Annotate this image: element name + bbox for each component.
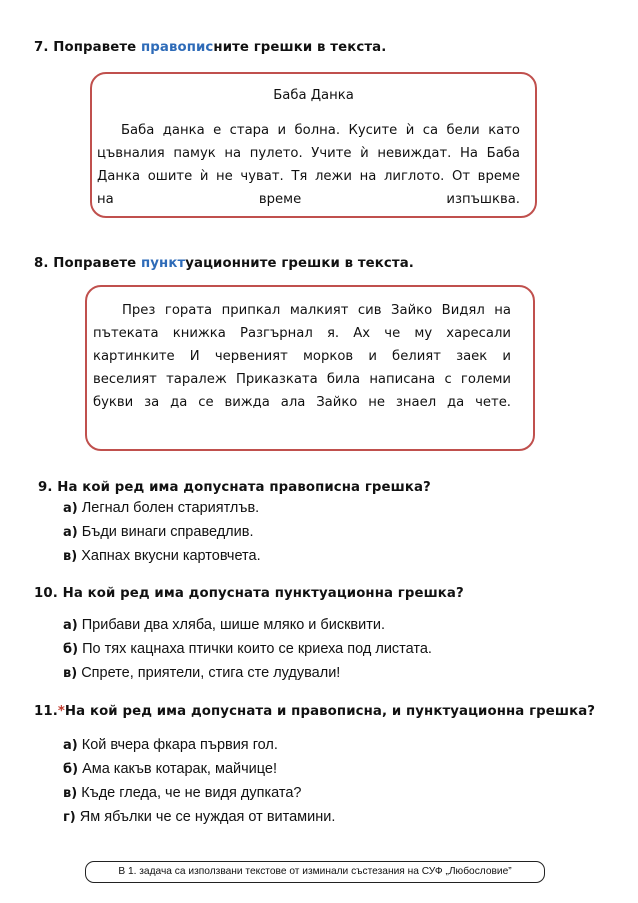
task-9-heading xyxy=(38,480,431,495)
answer-label: а) xyxy=(63,618,78,633)
answer-label: а) xyxy=(63,501,78,516)
task-number: 7. xyxy=(34,40,49,55)
answer-label: б) xyxy=(63,762,79,777)
answer-text: Кой вчера фкара първия гол. xyxy=(81,737,278,753)
task-8-text-box xyxy=(85,285,535,451)
story-line: картинките И червеният морков и белият заек и xyxy=(93,349,511,364)
task-8-heading xyxy=(34,256,414,271)
task-number: 8. xyxy=(34,256,49,271)
answer-label: б) xyxy=(63,642,79,657)
star-mark: * xyxy=(57,704,65,719)
story-line: Баба данка е стара и болна. Кусите ѝ са бели като xyxy=(121,123,520,138)
answer-option xyxy=(63,665,340,681)
story-paragraph xyxy=(93,299,511,414)
task-text-before: Поправете xyxy=(53,40,141,55)
answer-text: По тях кацнаха птички които се криеха под листата. xyxy=(82,641,432,657)
task-text-after: ните грешки в текста. xyxy=(213,40,387,55)
story-paragraph xyxy=(97,119,520,211)
answer-label: в) xyxy=(63,786,78,801)
answer-option xyxy=(63,548,261,564)
answer-text: Къде гледа, че не видя дупката? xyxy=(81,785,302,801)
task-7-text-box xyxy=(90,72,537,218)
answer-text: Ям ябълки че се нуждая от витамини. xyxy=(79,809,336,825)
answer-label: г) xyxy=(63,810,76,825)
story-line: цъвналия памук на пулето. Учите ѝ невиждат. На Баба xyxy=(97,146,520,161)
answer-label: в) xyxy=(63,666,78,681)
answer-text: Бъди винаги справедлив. xyxy=(81,524,254,540)
answer-text: Легнал болен стариятлъв. xyxy=(81,500,260,516)
task-number: 11. xyxy=(34,704,58,719)
answer-option xyxy=(63,524,253,540)
task-number: 9. xyxy=(38,480,53,495)
answer-option xyxy=(63,500,259,516)
story-line: на време изпъшква. xyxy=(97,192,520,207)
story-line: букви за да се вижда ала Зайко не знаел да чете. xyxy=(93,395,511,410)
task-question: На кой ред има допусната и правописна, и пунктуационна грешка? xyxy=(64,704,596,719)
answer-option xyxy=(63,617,385,633)
answer-text: Прибави два хляба, шише мляко и бисквити. xyxy=(81,617,385,633)
story-line: През гората припкал малкият сив Зайко Видял на xyxy=(122,303,511,318)
footer-note: В 1. задача са използвани текстове от изминали състезания на СУФ „Любословие” xyxy=(85,861,545,883)
task-10-heading xyxy=(34,586,464,601)
story-line: Данка ошите ѝ не чуват. Тя лежи на лиглото. От време xyxy=(97,169,520,184)
answer-option xyxy=(63,809,335,825)
task-text-before: Поправете xyxy=(53,256,141,271)
answer-option xyxy=(63,785,302,801)
answer-option xyxy=(63,761,277,777)
task-highlight: правопис xyxy=(140,40,214,55)
answer-label: в) xyxy=(63,549,78,564)
answer-text: Хапнах вкусни картовчета. xyxy=(81,548,261,564)
answer-option xyxy=(63,641,432,657)
task-11-heading xyxy=(34,704,595,719)
answer-label: а) xyxy=(63,738,78,753)
story-line: веселият таралеж Приказката била написана с големи xyxy=(93,372,511,387)
task-7-heading xyxy=(34,40,386,55)
answer-text: Спрете, приятели, стига сте лудували! xyxy=(81,665,341,681)
task-highlight: пункт xyxy=(140,256,186,271)
task-text-after: уационните грешки в текста. xyxy=(185,256,414,271)
task-number: 10. xyxy=(34,586,58,601)
task-question: На кой ред има допусната правописна грешка? xyxy=(57,480,431,495)
task-question: На кой ред има допусната пунктуационна грешка? xyxy=(62,586,464,601)
answer-text: Ама какъв котарак, майчице! xyxy=(82,761,278,777)
story-title: Баба Данка xyxy=(273,88,354,103)
answer-option xyxy=(63,737,278,753)
story-line: пътеката книжка Разгърнал я. Ах че му харесали xyxy=(93,326,511,341)
answer-label: а) xyxy=(63,525,78,540)
